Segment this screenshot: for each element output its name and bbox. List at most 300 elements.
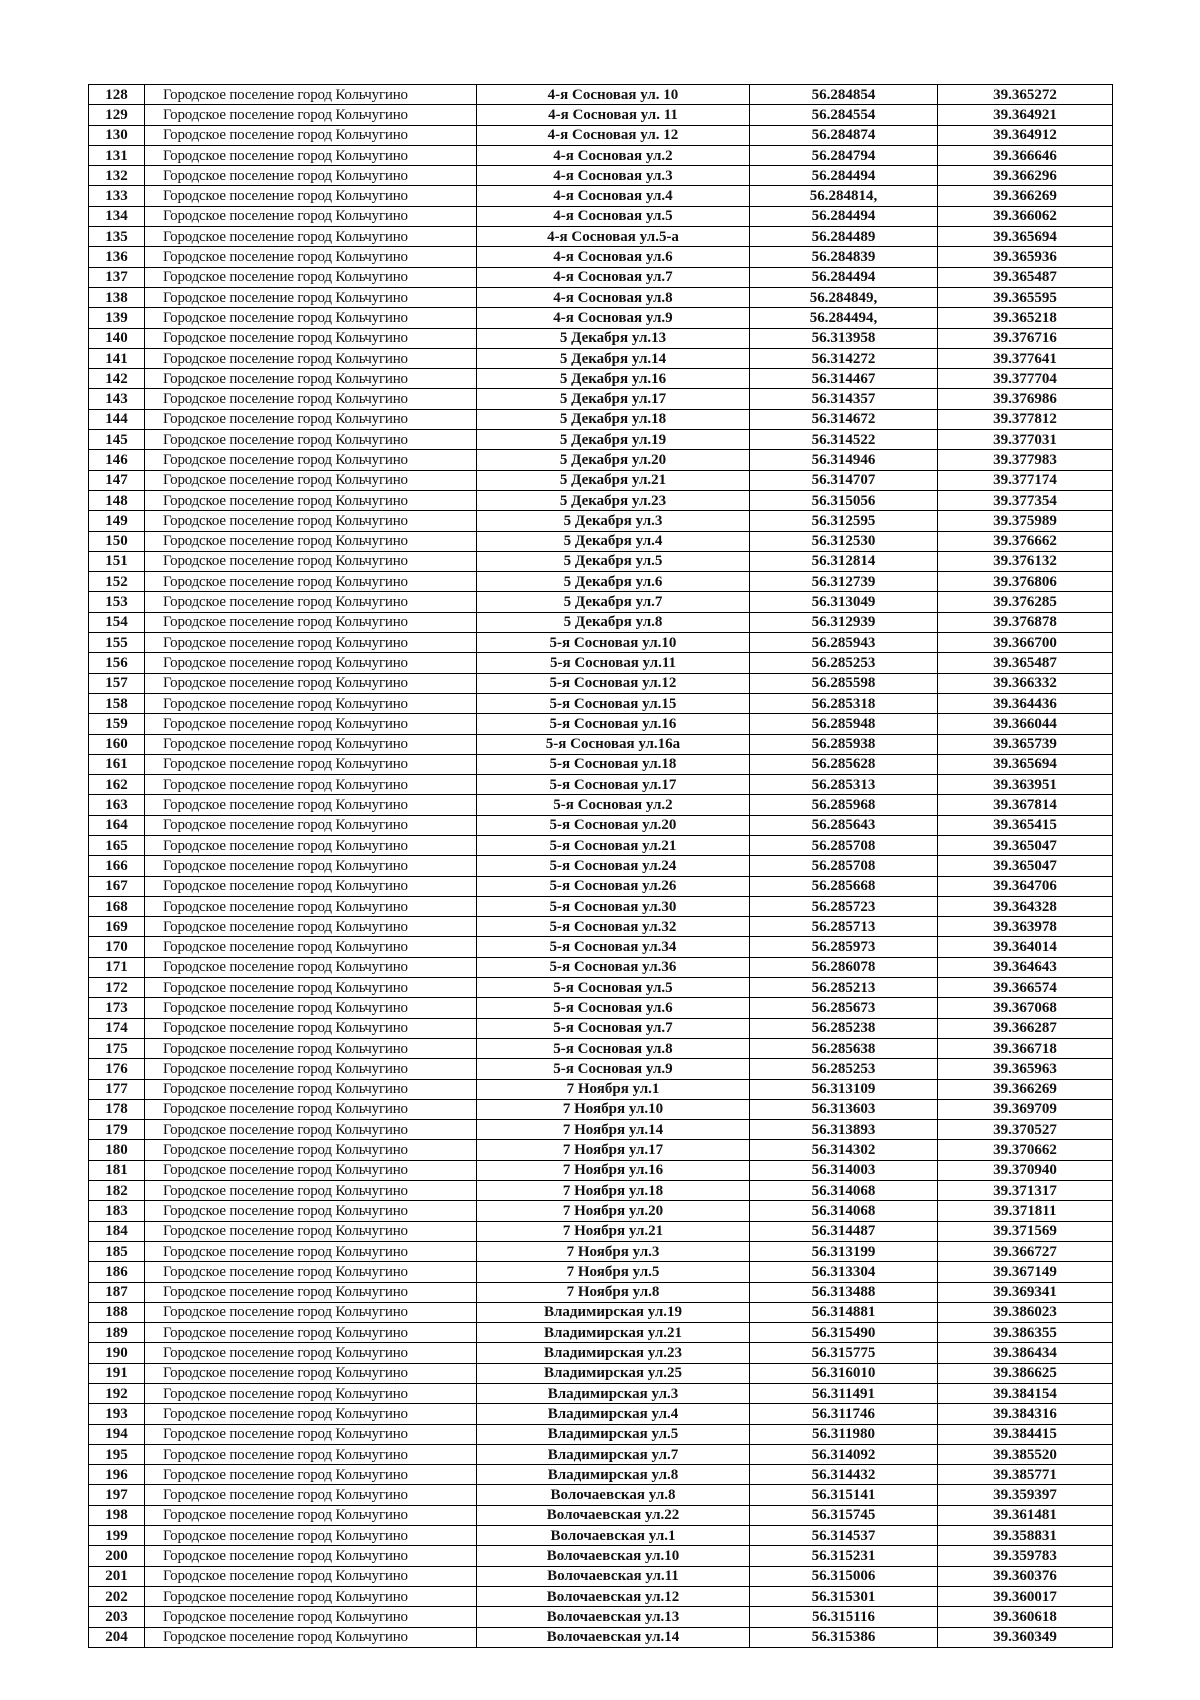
longitude-cell: 39.375989	[938, 511, 1113, 531]
longitude-cell: 39.370527	[938, 1120, 1113, 1140]
longitude-cell: 39.365047	[938, 835, 1113, 855]
longitude-cell: 39.366646	[938, 145, 1113, 165]
street-address-cell: 7 Ноября ул.10	[477, 1099, 750, 1119]
street-address-cell: 7 Ноября ул.14	[477, 1120, 750, 1140]
latitude-cell: 56.285673	[750, 998, 938, 1018]
street-address-cell: 5-я Сосновая ул.21	[477, 835, 750, 855]
longitude-cell: 39.365963	[938, 1059, 1113, 1079]
table-row	[89, 876, 1113, 896]
row-number-cell: 129	[89, 105, 145, 125]
row-number-cell: 186	[89, 1262, 145, 1282]
street-address-cell: 7 Ноября ул.20	[477, 1201, 750, 1221]
longitude-cell: 39.376878	[938, 612, 1113, 632]
street-address-cell: 5-я Сосновая ул.20	[477, 815, 750, 835]
longitude-cell: 39.363978	[938, 917, 1113, 937]
table-row	[89, 328, 1113, 348]
latitude-cell: 56.314467	[750, 369, 938, 389]
latitude-cell: 56.285638	[750, 1038, 938, 1058]
settlement-cell: Городское поселение город Кольчугино	[145, 1343, 477, 1363]
table-row	[89, 1120, 1113, 1140]
table-row	[89, 430, 1113, 450]
latitude-cell: 56.285313	[750, 775, 938, 795]
latitude-cell: 56.314881	[750, 1302, 938, 1322]
street-address-cell: 5 Декабря ул.16	[477, 369, 750, 389]
settlement-cell: Городское поселение город Кольчугино	[145, 470, 477, 490]
latitude-cell: 56.314537	[750, 1526, 938, 1546]
settlement-cell: Городское поселение город Кольчугино	[145, 1282, 477, 1302]
table-row	[89, 653, 1113, 673]
settlement-cell: Городское поселение город Кольчугино	[145, 572, 477, 592]
latitude-cell: 56.313488	[750, 1282, 938, 1302]
table-row	[89, 1038, 1113, 1058]
latitude-cell: 56.311491	[750, 1384, 938, 1404]
row-number-cell: 130	[89, 125, 145, 145]
settlement-cell: Городское поселение город Кольчугино	[145, 1586, 477, 1606]
street-address-cell: 5-я Сосновая ул.24	[477, 856, 750, 876]
latitude-cell: 56.315490	[750, 1323, 938, 1343]
longitude-cell: 39.366044	[938, 714, 1113, 734]
latitude-cell: 56.285213	[750, 978, 938, 998]
table-row	[89, 917, 1113, 937]
street-address-cell: 5-я Сосновая ул.16а	[477, 734, 750, 754]
row-number-cell: 169	[89, 917, 145, 937]
longitude-cell: 39.365487	[938, 267, 1113, 287]
settlement-cell: Городское поселение город Кольчугино	[145, 1241, 477, 1261]
latitude-cell: 56.285708	[750, 856, 938, 876]
row-number-cell: 161	[89, 754, 145, 774]
latitude-cell: 56.284874	[750, 125, 938, 145]
latitude-cell: 56.284839	[750, 247, 938, 267]
table-row	[89, 1323, 1113, 1343]
settlement-cell: Городское поселение город Кольчугино	[145, 1059, 477, 1079]
longitude-cell: 39.360618	[938, 1607, 1113, 1627]
row-number-cell: 135	[89, 227, 145, 247]
longitude-cell: 39.376716	[938, 328, 1113, 348]
longitude-cell: 39.371317	[938, 1181, 1113, 1201]
table-row	[89, 1140, 1113, 1160]
street-address-cell: Владимирская ул.3	[477, 1384, 750, 1404]
row-number-cell: 197	[89, 1485, 145, 1505]
longitude-cell: 39.384316	[938, 1404, 1113, 1424]
longitude-cell: 39.376132	[938, 551, 1113, 571]
latitude-cell: 56.285628	[750, 754, 938, 774]
settlement-cell: Городское поселение город Кольчугино	[145, 369, 477, 389]
street-address-cell: Волочаевская ул.14	[477, 1627, 750, 1647]
table-row	[89, 105, 1113, 125]
row-number-cell: 173	[89, 998, 145, 1018]
street-address-cell: 5 Декабря ул.23	[477, 490, 750, 510]
row-number-cell: 196	[89, 1465, 145, 1485]
street-address-cell: 7 Ноября ул.5	[477, 1262, 750, 1282]
table-row	[89, 1404, 1113, 1424]
table-row	[89, 1586, 1113, 1606]
row-number-cell: 183	[89, 1201, 145, 1221]
row-number-cell: 156	[89, 653, 145, 673]
table-row	[89, 166, 1113, 186]
longitude-cell: 39.376986	[938, 389, 1113, 409]
latitude-cell: 56.312814	[750, 551, 938, 571]
row-number-cell: 146	[89, 450, 145, 470]
settlement-cell: Городское поселение город Кольчугино	[145, 511, 477, 531]
settlement-cell: Городское поселение город Кольчугино	[145, 815, 477, 835]
longitude-cell: 39.366287	[938, 1018, 1113, 1038]
street-address-cell: 5-я Сосновая ул.18	[477, 754, 750, 774]
street-address-cell: 5 Декабря ул.8	[477, 612, 750, 632]
longitude-cell: 39.377174	[938, 470, 1113, 490]
street-address-cell: 5-я Сосновая ул.34	[477, 937, 750, 957]
settlement-cell: Городское поселение город Кольчугино	[145, 186, 477, 206]
latitude-cell: 56.285948	[750, 714, 938, 734]
street-address-cell: Владимирская ул.23	[477, 1343, 750, 1363]
street-address-cell: 5 Декабря ул.21	[477, 470, 750, 490]
longitude-cell: 39.359397	[938, 1485, 1113, 1505]
settlement-cell: Городское поселение город Кольчугино	[145, 754, 477, 774]
latitude-cell: 56.285238	[750, 1018, 938, 1038]
table-row	[89, 1526, 1113, 1546]
street-address-cell: 7 Ноября ул.3	[477, 1241, 750, 1261]
street-address-cell: Владимирская ул.5	[477, 1424, 750, 1444]
settlement-cell: Городское поселение город Кольчугино	[145, 592, 477, 612]
latitude-cell: 56.311746	[750, 1404, 938, 1424]
latitude-cell: 56.314487	[750, 1221, 938, 1241]
latitude-cell: 56.285318	[750, 693, 938, 713]
latitude-cell: 56.314357	[750, 389, 938, 409]
table-row	[89, 1485, 1113, 1505]
settlement-cell: Городское поселение город Кольчугино	[145, 1444, 477, 1464]
longitude-cell: 39.360376	[938, 1566, 1113, 1586]
settlement-cell: Городское поселение город Кольчугино	[145, 1201, 477, 1221]
latitude-cell: 56.315116	[750, 1607, 938, 1627]
street-address-cell: Волочаевская ул.13	[477, 1607, 750, 1627]
longitude-cell: 39.364921	[938, 105, 1113, 125]
row-number-cell: 164	[89, 815, 145, 835]
row-number-cell: 148	[89, 490, 145, 510]
street-address-cell: 5 Декабря ул.6	[477, 572, 750, 592]
settlement-cell: Городское поселение город Кольчугино	[145, 1363, 477, 1383]
street-address-cell: Владимирская ул.25	[477, 1363, 750, 1383]
settlement-cell: Городское поселение город Кольчугино	[145, 1485, 477, 1505]
longitude-cell: 39.384415	[938, 1424, 1113, 1444]
table-row	[89, 511, 1113, 531]
table-row	[89, 693, 1113, 713]
row-number-cell: 194	[89, 1424, 145, 1444]
latitude-cell: 56.313958	[750, 328, 938, 348]
latitude-cell: 56.284489	[750, 227, 938, 247]
latitude-cell: 56.285713	[750, 917, 938, 937]
row-number-cell: 172	[89, 978, 145, 998]
street-address-cell: 5 Декабря ул.19	[477, 430, 750, 450]
latitude-cell: 56.313893	[750, 1120, 938, 1140]
settlement-cell: Городское поселение город Кольчугино	[145, 1384, 477, 1404]
longitude-cell: 39.367149	[938, 1262, 1113, 1282]
table-row	[89, 409, 1113, 429]
longitude-cell: 39.366296	[938, 166, 1113, 186]
longitude-cell: 39.358831	[938, 1526, 1113, 1546]
street-address-cell: Волочаевская ул.8	[477, 1485, 750, 1505]
street-address-cell: 5-я Сосновая ул.7	[477, 1018, 750, 1038]
row-number-cell: 178	[89, 1099, 145, 1119]
settlement-cell: Городское поселение город Кольчугино	[145, 430, 477, 450]
settlement-cell: Городское поселение город Кольчугино	[145, 653, 477, 673]
settlement-cell: Городское поселение город Кольчугино	[145, 876, 477, 896]
street-address-cell: 5-я Сосновая ул.26	[477, 876, 750, 896]
latitude-cell: 56.284854	[750, 85, 938, 105]
street-address-cell: Волочаевская ул.22	[477, 1505, 750, 1525]
latitude-cell: 56.286078	[750, 957, 938, 977]
row-number-cell: 200	[89, 1546, 145, 1566]
row-number-cell: 165	[89, 835, 145, 855]
table-row	[89, 896, 1113, 916]
row-number-cell: 201	[89, 1566, 145, 1586]
longitude-cell: 39.366269	[938, 1079, 1113, 1099]
latitude-cell: 56.315231	[750, 1546, 938, 1566]
longitude-cell: 39.376285	[938, 592, 1113, 612]
table-row	[89, 551, 1113, 571]
street-address-cell: 4-я Сосновая ул.5	[477, 206, 750, 226]
street-address-cell: 5 Декабря ул.13	[477, 328, 750, 348]
row-number-cell: 202	[89, 1586, 145, 1606]
table-row	[89, 612, 1113, 632]
longitude-cell: 39.371569	[938, 1221, 1113, 1241]
longitude-cell: 39.364643	[938, 957, 1113, 977]
row-number-cell: 133	[89, 186, 145, 206]
row-number-cell: 138	[89, 287, 145, 307]
street-address-cell: 5-я Сосновая ул.2	[477, 795, 750, 815]
street-address-cell: 5-я Сосновая ул.11	[477, 653, 750, 673]
row-number-cell: 153	[89, 592, 145, 612]
longitude-cell: 39.364328	[938, 896, 1113, 916]
street-address-cell: 5-я Сосновая ул.8	[477, 1038, 750, 1058]
latitude-cell: 56.314946	[750, 450, 938, 470]
row-number-cell: 174	[89, 1018, 145, 1038]
street-address-cell: 7 Ноября ул.17	[477, 1140, 750, 1160]
table-row	[89, 206, 1113, 226]
table-row	[89, 1302, 1113, 1322]
table-row	[89, 470, 1113, 490]
row-number-cell: 177	[89, 1079, 145, 1099]
settlement-cell: Городское поселение город Кольчугино	[145, 1505, 477, 1525]
row-number-cell: 168	[89, 896, 145, 916]
latitude-cell: 56.285708	[750, 835, 938, 855]
settlement-cell: Городское поселение город Кольчугино	[145, 551, 477, 571]
row-number-cell: 134	[89, 206, 145, 226]
street-address-cell: 5-я Сосновая ул.5	[477, 978, 750, 998]
street-address-cell: Владимирская ул.7	[477, 1444, 750, 1464]
settlement-cell: Городское поселение город Кольчугино	[145, 1526, 477, 1546]
street-address-cell: 7 Ноября ул.8	[477, 1282, 750, 1302]
table-row	[89, 1424, 1113, 1444]
longitude-cell: 39.377704	[938, 369, 1113, 389]
longitude-cell: 39.366574	[938, 978, 1113, 998]
table-row	[89, 145, 1113, 165]
longitude-cell: 39.365272	[938, 85, 1113, 105]
longitude-cell: 39.377983	[938, 450, 1113, 470]
table-row	[89, 1241, 1113, 1261]
settlement-cell: Городское поселение город Кольчугино	[145, 1099, 477, 1119]
row-number-cell: 190	[89, 1343, 145, 1363]
longitude-cell: 39.367814	[938, 795, 1113, 815]
settlement-cell: Городское поселение город Кольчугино	[145, 937, 477, 957]
table-row	[89, 1221, 1113, 1241]
latitude-cell: 56.311980	[750, 1424, 938, 1444]
street-address-cell: 4-я Сосновая ул.8	[477, 287, 750, 307]
settlement-cell: Городское поселение город Кольчугино	[145, 348, 477, 368]
longitude-cell: 39.365936	[938, 247, 1113, 267]
longitude-cell: 39.365739	[938, 734, 1113, 754]
latitude-cell: 56.312739	[750, 572, 938, 592]
table-row	[89, 592, 1113, 612]
street-address-cell: 5 Декабря ул.5	[477, 551, 750, 571]
street-address-cell: Владимирская ул.19	[477, 1302, 750, 1322]
table-row	[89, 1465, 1113, 1485]
table-row	[89, 1546, 1113, 1566]
street-address-cell: 4-я Сосновая ул.9	[477, 308, 750, 328]
latitude-cell: 56.284794	[750, 145, 938, 165]
settlement-cell: Городское поселение город Кольчугино	[145, 85, 477, 105]
street-address-cell: 5-я Сосновая ул.12	[477, 673, 750, 693]
settlement-cell: Городское поселение город Кольчугино	[145, 389, 477, 409]
latitude-cell: 56.285973	[750, 937, 938, 957]
row-number-cell: 195	[89, 1444, 145, 1464]
table-row	[89, 714, 1113, 734]
latitude-cell: 56.285253	[750, 1059, 938, 1079]
latitude-cell: 56.312939	[750, 612, 938, 632]
street-address-cell: 5-я Сосновая ул.30	[477, 896, 750, 916]
table-row	[89, 531, 1113, 551]
latitude-cell: 56.313199	[750, 1241, 938, 1261]
table-row	[89, 490, 1113, 510]
settlement-cell: Городское поселение город Кольчугино	[145, 1221, 477, 1241]
latitude-cell: 56.313049	[750, 592, 938, 612]
street-address-cell: 7 Ноября ул.18	[477, 1181, 750, 1201]
longitude-cell: 39.366718	[938, 1038, 1113, 1058]
row-number-cell: 145	[89, 430, 145, 450]
table-row	[89, 1607, 1113, 1627]
row-number-cell: 199	[89, 1526, 145, 1546]
table-row	[89, 450, 1113, 470]
settlement-cell: Городское поселение город Кольчугино	[145, 490, 477, 510]
longitude-cell: 39.365487	[938, 653, 1113, 673]
street-address-cell: 5 Декабря ул.18	[477, 409, 750, 429]
table-row	[89, 85, 1113, 105]
latitude-cell: 56.315301	[750, 1586, 938, 1606]
row-number-cell: 144	[89, 409, 145, 429]
row-number-cell: 163	[89, 795, 145, 815]
table-row	[89, 1099, 1113, 1119]
longitude-cell: 39.386434	[938, 1343, 1113, 1363]
settlement-cell: Городское поселение город Кольчугино	[145, 1262, 477, 1282]
street-address-cell: 5-я Сосновая ул.6	[477, 998, 750, 1018]
settlement-cell: Городское поселение город Кольчугино	[145, 1018, 477, 1038]
longitude-cell: 39.386023	[938, 1302, 1113, 1322]
street-address-cell: 5-я Сосновая ул.15	[477, 693, 750, 713]
row-number-cell: 132	[89, 166, 145, 186]
row-number-cell: 152	[89, 572, 145, 592]
row-number-cell: 203	[89, 1607, 145, 1627]
latitude-cell: 56.285943	[750, 633, 938, 653]
latitude-cell: 56.312595	[750, 511, 938, 531]
settlement-cell: Городское поселение город Кольчугино	[145, 856, 477, 876]
settlement-cell: Городское поселение город Кольчугино	[145, 957, 477, 977]
latitude-cell: 56.314272	[750, 348, 938, 368]
longitude-cell: 39.366062	[938, 206, 1113, 226]
settlement-cell: Городское поселение город Кольчугино	[145, 409, 477, 429]
table-row	[89, 369, 1113, 389]
latitude-cell: 56.285643	[750, 815, 938, 835]
row-number-cell: 185	[89, 1241, 145, 1261]
table-row	[89, 1566, 1113, 1586]
street-address-cell: 5 Декабря ул.14	[477, 348, 750, 368]
row-number-cell: 204	[89, 1627, 145, 1647]
latitude-cell: 56.314092	[750, 1444, 938, 1464]
latitude-cell: 56.314003	[750, 1160, 938, 1180]
longitude-cell: 39.386355	[938, 1323, 1113, 1343]
settlement-cell: Городское поселение город Кольчугино	[145, 1424, 477, 1444]
longitude-cell: 39.386625	[938, 1363, 1113, 1383]
longitude-cell: 39.366700	[938, 633, 1113, 653]
row-number-cell: 170	[89, 937, 145, 957]
street-address-cell: 5-я Сосновая ул.32	[477, 917, 750, 937]
row-number-cell: 131	[89, 145, 145, 165]
settlement-cell: Городское поселение город Кольчугино	[145, 1160, 477, 1180]
latitude-cell: 56.313109	[750, 1079, 938, 1099]
row-number-cell: 147	[89, 470, 145, 490]
settlement-cell: Городское поселение город Кольчугино	[145, 1465, 477, 1485]
row-number-cell: 162	[89, 775, 145, 795]
street-address-cell: 5-я Сосновая ул.36	[477, 957, 750, 977]
settlement-cell: Городское поселение город Кольчугино	[145, 1120, 477, 1140]
settlement-cell: Городское поселение город Кольчугино	[145, 1607, 477, 1627]
row-number-cell: 151	[89, 551, 145, 571]
table-row	[89, 287, 1113, 307]
row-number-cell: 166	[89, 856, 145, 876]
row-number-cell: 175	[89, 1038, 145, 1058]
street-address-cell: 5 Декабря ул.17	[477, 389, 750, 409]
table-row	[89, 125, 1113, 145]
table-row	[89, 247, 1113, 267]
table-row	[89, 835, 1113, 855]
row-number-cell: 155	[89, 633, 145, 653]
table-body	[89, 85, 1113, 1648]
table-row	[89, 1160, 1113, 1180]
table-row	[89, 572, 1113, 592]
street-address-cell: Волочаевская ул.12	[477, 1586, 750, 1606]
row-number-cell: 141	[89, 348, 145, 368]
latitude-cell: 56.314302	[750, 1140, 938, 1160]
latitude-cell: 56.314068	[750, 1201, 938, 1221]
settlement-cell: Городское поселение город Кольчугино	[145, 1079, 477, 1099]
longitude-cell: 39.365047	[938, 856, 1113, 876]
street-address-cell: 4-я Сосновая ул.5-а	[477, 227, 750, 247]
row-number-cell: 149	[89, 511, 145, 531]
latitude-cell: 56.285668	[750, 876, 938, 896]
longitude-cell: 39.376806	[938, 572, 1113, 592]
longitude-cell: 39.370662	[938, 1140, 1113, 1160]
settlement-cell: Городское поселение город Кольчугино	[145, 247, 477, 267]
settlement-cell: Городское поселение город Кольчугино	[145, 1140, 477, 1160]
latitude-cell: 56.284494,	[750, 308, 938, 328]
street-address-cell: 4-я Сосновая ул. 12	[477, 125, 750, 145]
longitude-cell: 39.365694	[938, 227, 1113, 247]
table-row	[89, 978, 1113, 998]
settlement-cell: Городское поселение город Кольчугино	[145, 775, 477, 795]
row-number-cell: 142	[89, 369, 145, 389]
row-number-cell: 140	[89, 328, 145, 348]
row-number-cell: 158	[89, 693, 145, 713]
settlement-cell: Городское поселение город Кольчугино	[145, 998, 477, 1018]
street-address-cell: Владимирская ул.21	[477, 1323, 750, 1343]
latitude-cell: 56.284554	[750, 105, 938, 125]
